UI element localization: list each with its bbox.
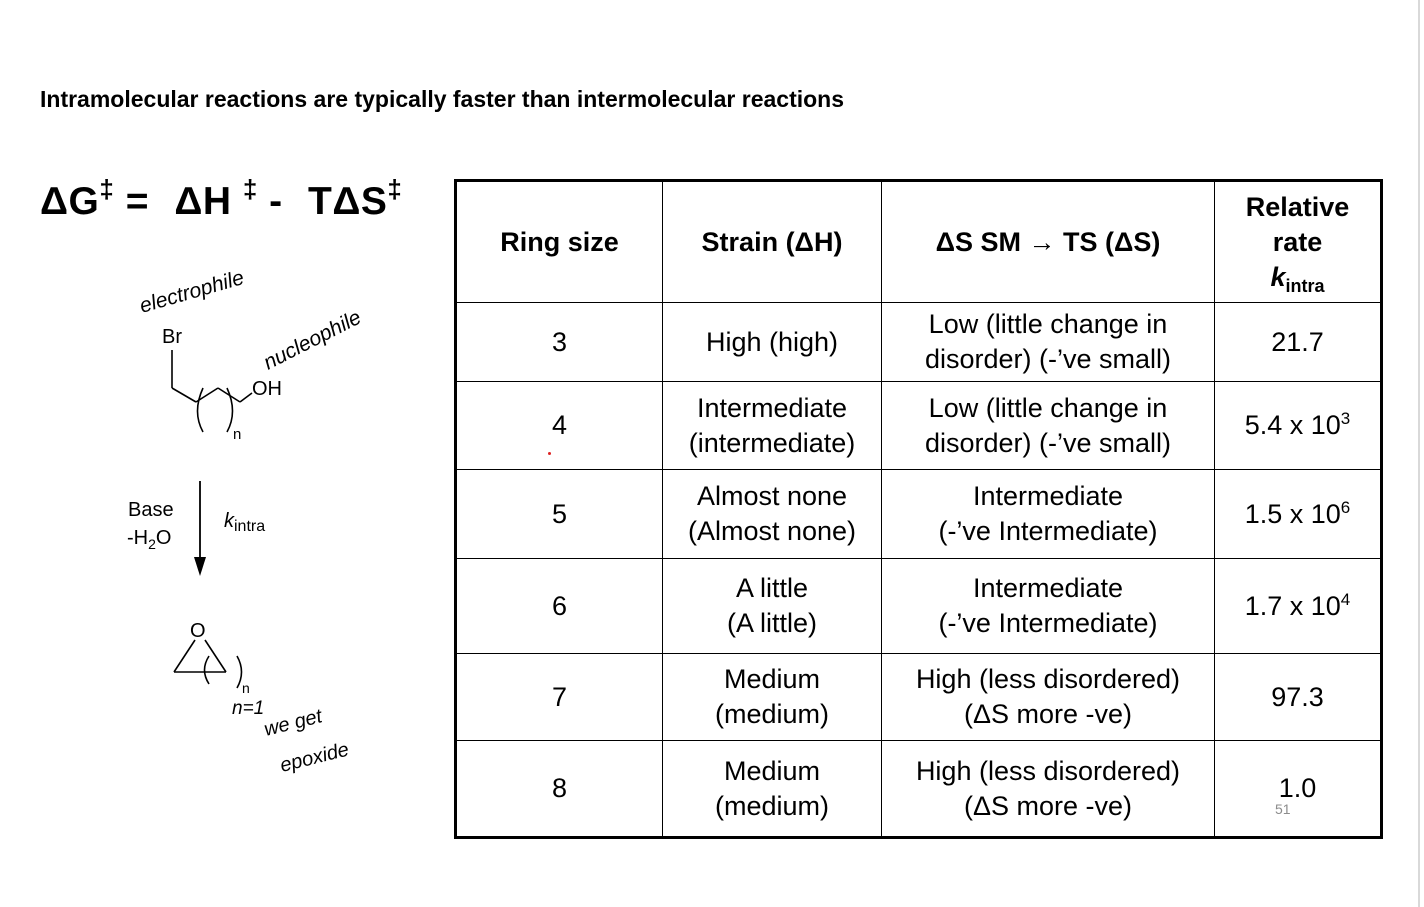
water-loss-label: $-H_2O$ bbox=[127, 527, 172, 552]
strain-line-1: Almost none bbox=[696, 481, 848, 511]
handwritten-we-get: we get bbox=[261, 705, 325, 741]
table-row bbox=[456, 303, 1382, 382]
entropy-line-1: High (less disordered) bbox=[915, 755, 1181, 786]
entropy-line-2: disorder) (-’ve small) bbox=[924, 427, 1172, 458]
slide-number: 51 bbox=[1275, 801, 1291, 817]
rate-exponent: 6 bbox=[1340, 497, 1351, 517]
rate-base: 21.7 bbox=[1271, 326, 1324, 357]
k-intra-label: $k_{intra}$ bbox=[224, 510, 266, 535]
cell-ring-size: 7 bbox=[456, 654, 663, 741]
cell-ring-size: 4 bbox=[456, 382, 663, 470]
header-entropy: ΔS SM → TS (ΔS) bbox=[882, 181, 1215, 303]
cell-strain bbox=[663, 741, 882, 838]
n-subscript: n bbox=[233, 426, 242, 443]
strain-line-1: Medium bbox=[723, 664, 821, 694]
cell-relative-rate bbox=[1215, 559, 1382, 654]
cell-entropy bbox=[882, 470, 1215, 559]
eq-dagger-3: ‡ bbox=[387, 174, 403, 204]
cell-relative-rate bbox=[1215, 382, 1382, 470]
eq-equals: = bbox=[125, 180, 149, 223]
rate-base: 1.0 bbox=[1278, 773, 1317, 803]
cell-strain bbox=[663, 654, 882, 741]
header-k-intra: $k_{intra}$ bbox=[1270, 261, 1325, 296]
epoxide-structure bbox=[174, 640, 242, 688]
red-dot-mark bbox=[548, 452, 551, 455]
rate-exponent: 4 bbox=[1340, 589, 1351, 609]
cell-strain bbox=[663, 559, 882, 654]
slide-edge bbox=[1418, 0, 1420, 907]
reaction-scheme bbox=[0, 0, 450, 907]
cell-relative-rate bbox=[1215, 470, 1382, 559]
bromo-alcohol-structure bbox=[172, 350, 252, 432]
handwritten-nucleophile: nucleophile bbox=[259, 305, 365, 375]
eq-delta-g: ΔG bbox=[40, 180, 100, 223]
strain-line-2: (A little) bbox=[726, 608, 818, 638]
strain-line-2: (intermediate) bbox=[688, 427, 856, 458]
cell-ring-size: 5 bbox=[456, 470, 663, 559]
handwritten-electrophile: electrophile bbox=[137, 266, 247, 318]
header-relative-rate-line2: rate bbox=[1272, 226, 1323, 257]
cell-relative-rate bbox=[1215, 303, 1382, 382]
eq-delta-h: ΔH bbox=[174, 180, 232, 223]
entropy-line-1: Low (little change in bbox=[928, 392, 1168, 423]
table-row bbox=[456, 654, 1382, 741]
table-row bbox=[456, 382, 1382, 470]
rate-base: 1.7 x 10 bbox=[1244, 590, 1341, 621]
cell-ring-size: 6 bbox=[456, 559, 663, 654]
handwritten-n-equals-1: n=1 bbox=[232, 698, 265, 719]
handwritten-epoxide: epoxide bbox=[277, 738, 352, 777]
strain-line-2: (Almost none) bbox=[687, 516, 857, 546]
cell-relative-rate bbox=[1215, 654, 1382, 741]
header-strain: Strain (ΔH) bbox=[663, 181, 882, 303]
strain-line-2: (medium) bbox=[714, 790, 829, 821]
oh-label: OH bbox=[252, 378, 282, 400]
reaction-arrow bbox=[194, 481, 206, 576]
cell-relative-rate bbox=[1215, 741, 1382, 838]
base-label: Base bbox=[128, 499, 174, 521]
entropy-line-1: Intermediate bbox=[972, 481, 1124, 511]
entropy-line-2: (-’ve Intermediate) bbox=[938, 516, 1158, 546]
eq-minus: - bbox=[269, 180, 283, 223]
cell-entropy bbox=[882, 382, 1215, 470]
cell-ring-size: 3 bbox=[456, 303, 663, 382]
cell-strain bbox=[663, 470, 882, 559]
eq-dagger-1: ‡ bbox=[99, 174, 115, 204]
strain-line-1: A little bbox=[735, 573, 809, 603]
table-row bbox=[456, 741, 1382, 838]
entropy-line-1: High (less disordered) bbox=[915, 664, 1181, 694]
entropy-line-2: disorder) (-’ve small) bbox=[924, 344, 1172, 374]
epoxide-oxygen-label: O bbox=[190, 620, 206, 642]
cell-entropy bbox=[882, 654, 1215, 741]
rate-exponent: 3 bbox=[1340, 409, 1351, 428]
strain-line-1: Intermediate bbox=[696, 392, 848, 423]
table-row bbox=[456, 470, 1382, 559]
cell-ring-size: 8 bbox=[456, 741, 663, 838]
rate-base: 5.4 x 10 bbox=[1244, 410, 1341, 440]
cell-entropy bbox=[882, 741, 1215, 838]
eq-t-delta-s: TΔS bbox=[308, 180, 388, 223]
br-label: Br bbox=[162, 326, 182, 348]
eq-dagger-2: ‡ bbox=[242, 174, 258, 204]
slide-heading: Intramolecular reactions are typically faster than intermolecular reactions bbox=[40, 86, 845, 112]
entropy-line-1: Low (little change in bbox=[928, 309, 1168, 339]
strain-line-1: High (high) bbox=[705, 326, 839, 357]
cell-strain bbox=[663, 303, 882, 382]
strain-line-2: (medium) bbox=[714, 699, 829, 729]
table-header-row bbox=[456, 181, 1382, 303]
entropy-line-2: (ΔS more -ve) bbox=[963, 790, 1133, 821]
entropy-line-1: Intermediate bbox=[972, 573, 1124, 603]
cell-entropy bbox=[882, 559, 1215, 654]
strain-line-1: Medium bbox=[723, 755, 821, 786]
header-relative-rate bbox=[1215, 181, 1382, 303]
entropy-line-2: (ΔS more -ve) bbox=[963, 699, 1133, 729]
entropy-line-2: (-’ve Intermediate) bbox=[938, 608, 1158, 638]
rate-base: 97.3 bbox=[1271, 681, 1324, 712]
rate-base: 1.5 x 10 bbox=[1244, 498, 1341, 529]
cell-entropy bbox=[882, 303, 1215, 382]
cell-strain bbox=[663, 382, 882, 470]
header-relative-rate-line1: Relative bbox=[1245, 191, 1350, 222]
header-ring-size: Ring size bbox=[456, 181, 663, 303]
epoxide-n-subscript: n bbox=[242, 680, 250, 696]
ring-size-table bbox=[454, 179, 1383, 839]
table-row bbox=[456, 559, 1382, 654]
